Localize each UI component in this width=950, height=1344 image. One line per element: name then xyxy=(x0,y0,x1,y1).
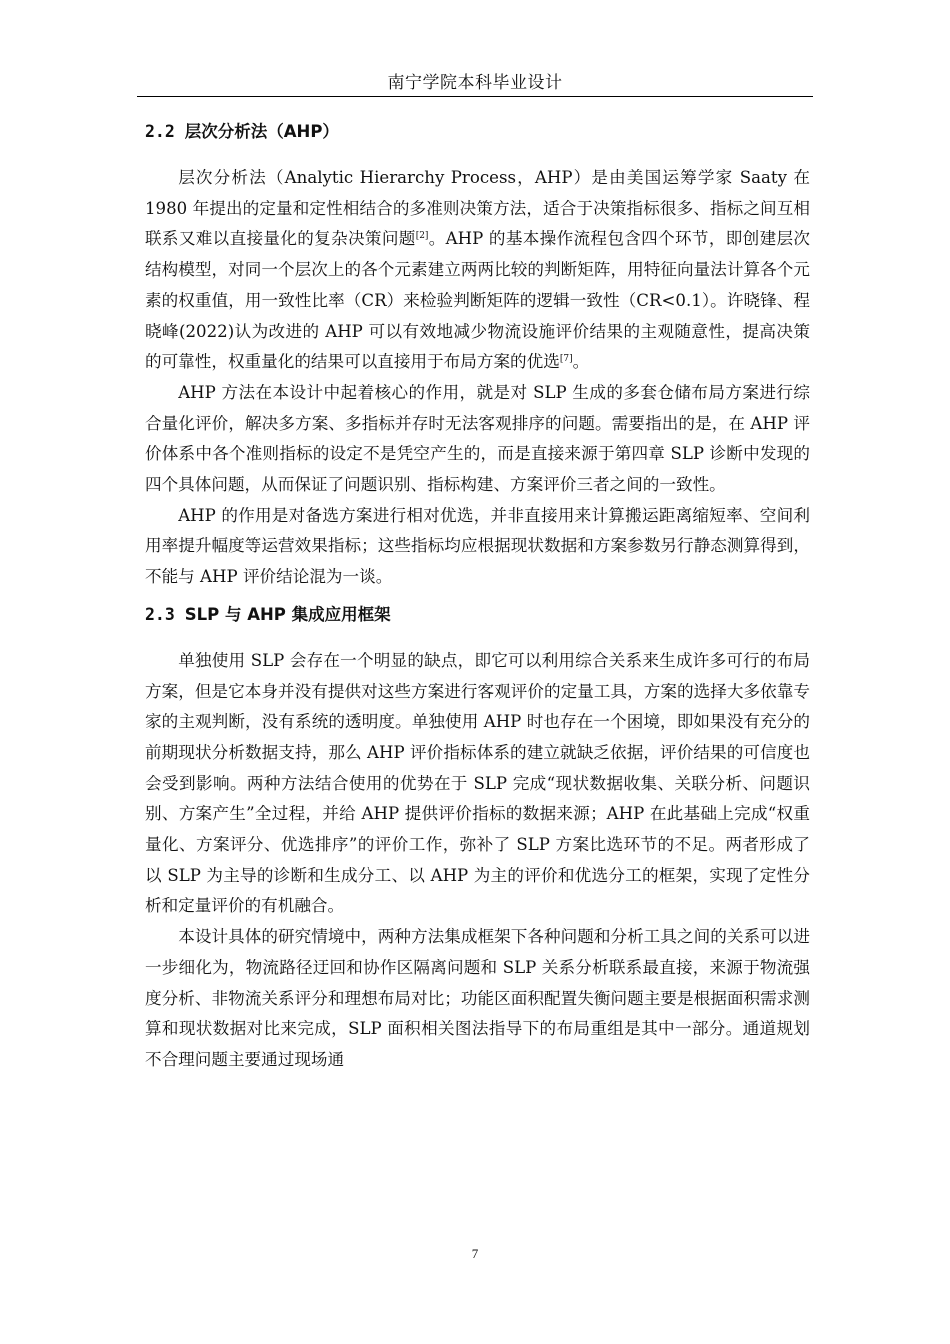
running-header: 南宁学院本科毕业设计 xyxy=(387,73,563,93)
section-heading-2-2: 2.2 层次分析法（AHP） xyxy=(145,122,339,141)
citation-ref: [7] xyxy=(559,354,573,365)
paragraph: 本设计具体的研究情境中，两种方法集成框架下各种问题和分析工具之间的关系可以进一步细化为，物流路径迂回和协作区隔离问题和 SLP 关系分析联系最直接，来源于物流强度分析、非物流关系评分和理想布局对比；功能区面积配置失衡问题主要是根据面积需求测算和现状数据对比来完成，SLP 面积相关图法指导下的布局重组是其中一部分。通道规划不合理问题主要通过现场通 xyxy=(145,927,810,1069)
paragraph: AHP 的作用是对备选方案进行相对优选，并非直接用来计算搬运距离缩短率、空间利用率提升幅度等运营效果指标；这些指标均应根据现状数据和方案参数另行静态测算得到，不能与 AHP 评价结论混为一谈。 xyxy=(145,505,810,587)
paragraph: 层次分析法（Analytic Hierarchy Process，AHP）是由美国运筹学家 Saaty 在 1980 年提出的定量和定性相结合的多准则决策方法，适合于决策指标很多、指标之间互相联系又难以直接量化的复杂决策问题[2]。AHP 的基本操作流程包含四个环节，即创建层次结构模型，对同一个层次上的各个元素建立两两比较的判断矩阵，用特征向量法计算各个元素的权重值，用一致性比率（CR）来检验判断矩阵的逻辑一致性（CR<0.1）。许晓锋、程晓峰(2022)认为改进的 AHP 可以有效地减少物流设施评价结果的主观随意性，提高决策的可靠性，权重量化的结果可以直接用于布局方案的优选[7]。 xyxy=(145,168,810,372)
citation-ref: [2] xyxy=(415,231,429,242)
section-heading-2-3: 2.3 SLP 与 AHP 集成应用框架 xyxy=(145,604,391,624)
page-body xyxy=(145,118,810,1076)
header-rule xyxy=(137,96,813,97)
paragraph: AHP 方法在本设计中起着核心的作用，就是对 SLP 生成的多套仓储布局方案进行综合量化评价，解决多方案、多指标并存时无法客观排序的问题。需要指出的是，在 AHP 评价体系中各个准则指标的设定不是凭空产生的，而是直接来源于第四章 SLP 诊断中发现的四个具体问题，从而保证了问题识别、指标构建、方案评价三者之间的一致性。 xyxy=(145,382,810,495)
paragraph: 单独使用 SLP 会存在一个明显的缺点，即它可以利用综合关系来生成许多可行的布局方案，但是它本身并没有提供对这些方案进行客观评价的定量工具，方案的选择大多依靠专家的主观判断，没有系统的透明度。单独使用 AHP 时也存在一个困境，即如果没有充分的前期现状分析数据支持，那么 AHP 评价指标体系的建立就缺乏依据，评价结果的可信度也会受到影响。两种方法结合使用的优势在于 SLP 完成“现状数据收集、关联分析、问题识别、方案产生”全过程，并给 AHP 提供评价指标的数据来源；AHP 在此基础上完成“权重量化、方案评分、优选排序”的评价工作，弥补了 SLP 方案比选环节的不足。两者形成了以 SLP 为主导的诊断和生成分工、以 AHP 为主的评价和优选分工的框架，实现了定性分析和定量评价的有机融合。 xyxy=(145,650,810,916)
page-number: 7 xyxy=(471,1246,479,1261)
